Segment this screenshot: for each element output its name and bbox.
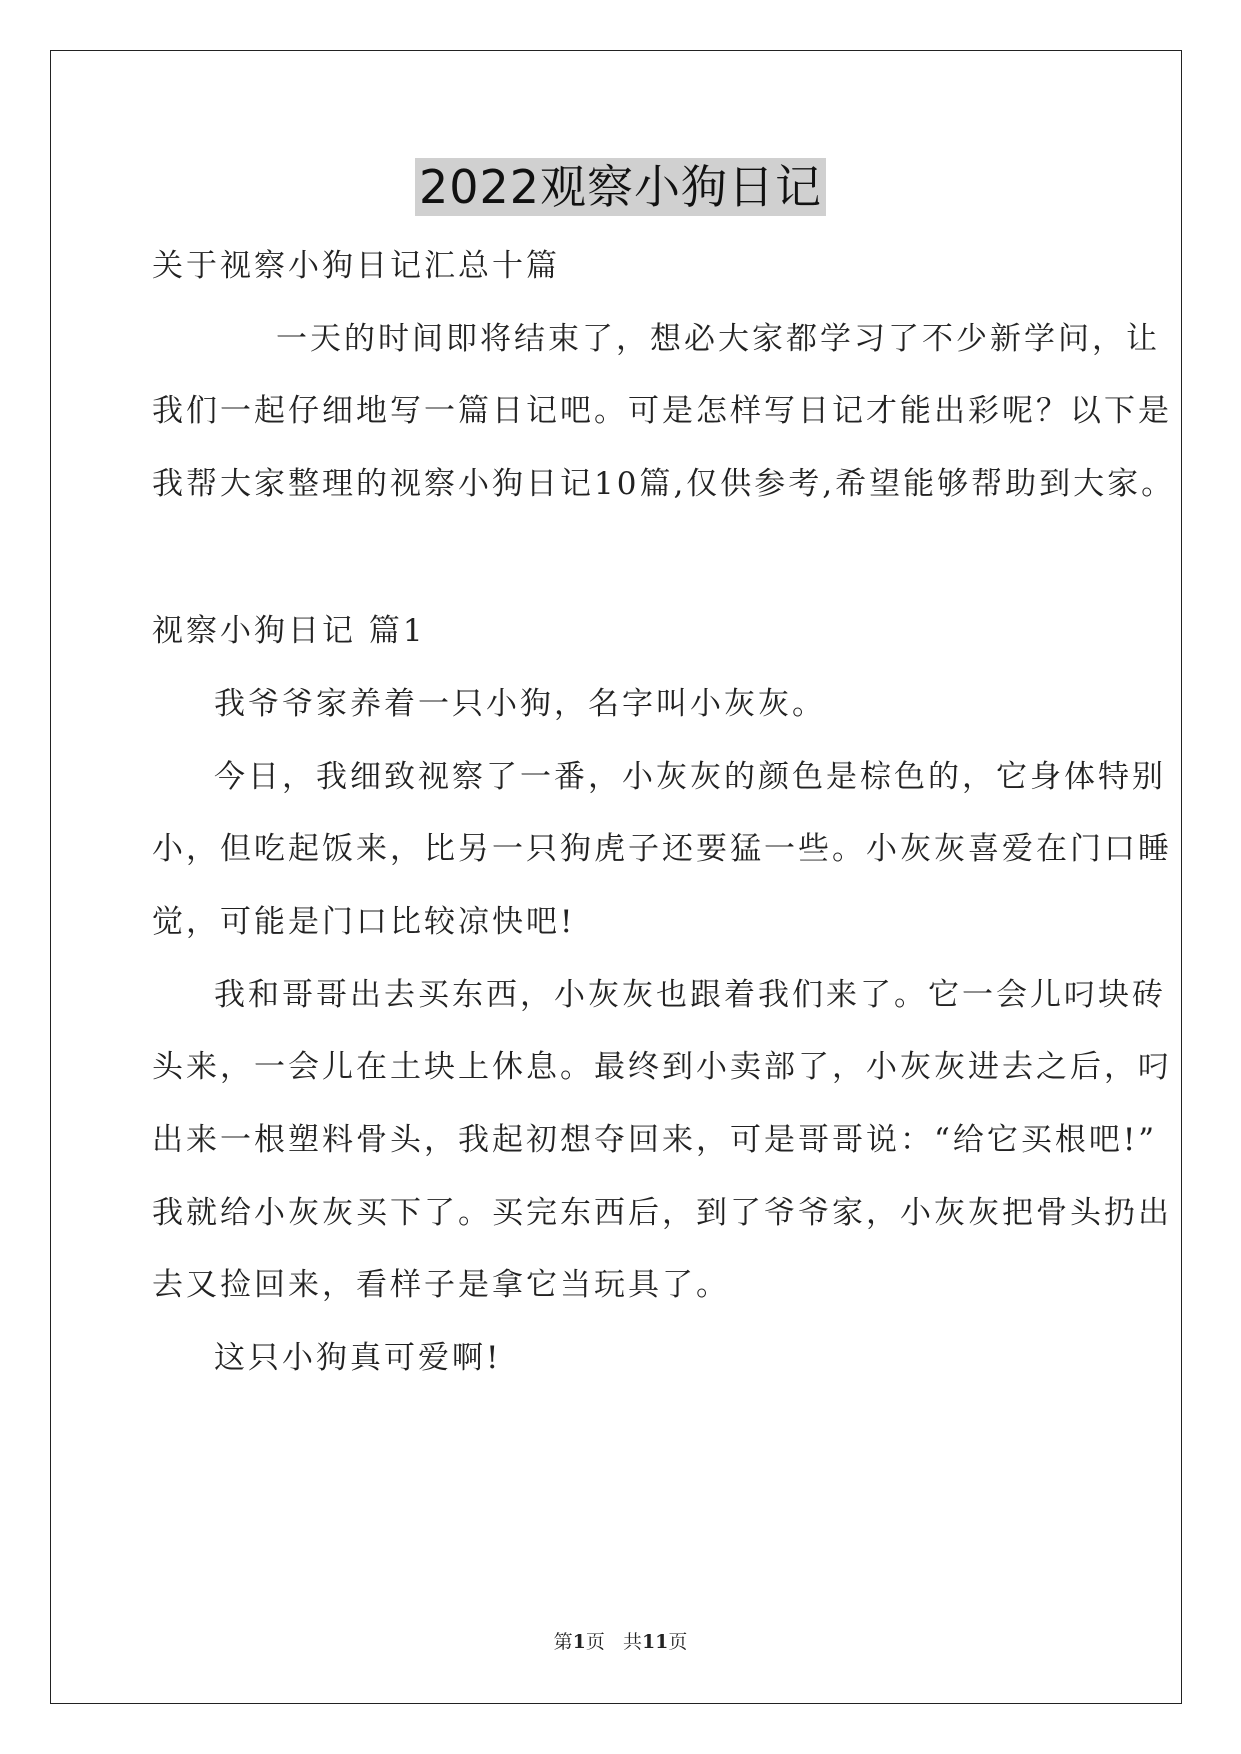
page-footer	[0, 1627, 1241, 1654]
body-line-10: 这只小狗真可爱啊!	[214, 1340, 502, 1376]
document-title: 2022观察小狗日记	[415, 158, 826, 216]
body-line-5: 我和哥哥出去买东西，小灰灰也跟着我们来了。它一会儿叼块砖	[214, 977, 1166, 1013]
body-line-8: 我就给小灰灰买下了。买完东西后，到了爷爷家，小灰灰把骨头扔出	[152, 1195, 1172, 1231]
body-line-6: 头来，一会儿在土块上休息。最终到小卖部了，小灰灰进去之后，叼	[152, 1049, 1172, 1085]
body-line-9: 去又捡回来，看样子是拿它当玩具了。	[152, 1267, 730, 1303]
page-border	[50, 50, 1182, 1704]
body-line-2: 今日，我细致视察了一番，小灰灰的颜色是棕色的，它身体特别	[214, 759, 1166, 795]
body-line-3: 小，但吃起饭来，比另一只狗虎子还要猛一些。小灰灰喜爱在门口睡	[152, 831, 1172, 867]
footer-page-mid: 页 共	[585, 1631, 642, 1653]
document-subtitle: 关于视察小狗日记汇总十篇	[152, 248, 560, 284]
intro-line-2: 我们一起仔细地写一篇日记吧。可是怎样写日记才能出彩呢？以下是	[152, 393, 1172, 429]
title-container	[0, 158, 1241, 216]
footer-page-suffix: 页	[668, 1631, 688, 1653]
intro-line-3: 我帮大家整理的视察小狗日记10篇,仅供参考,希望能够帮助到大家。	[152, 466, 1176, 502]
section-heading: 视察小狗日记 篇1	[152, 613, 426, 649]
body-line-4: 觉，可能是门口比较凉快吧!	[152, 904, 576, 940]
body-line-1: 我爷爷家养着一只小狗，名字叫小灰灰。	[214, 686, 826, 722]
footer-page-prefix: 第	[553, 1631, 573, 1653]
body-line-7: 出来一根塑料骨头，我起初想夺回来，可是哥哥说：“给它买根吧!”	[152, 1122, 1158, 1158]
footer-page-current: 1	[572, 1631, 586, 1653]
intro-line-1: 一天的时间即将结束了，想必大家都学习了不少新学问，让	[276, 321, 1160, 357]
footer-page-total: 11	[641, 1631, 669, 1653]
